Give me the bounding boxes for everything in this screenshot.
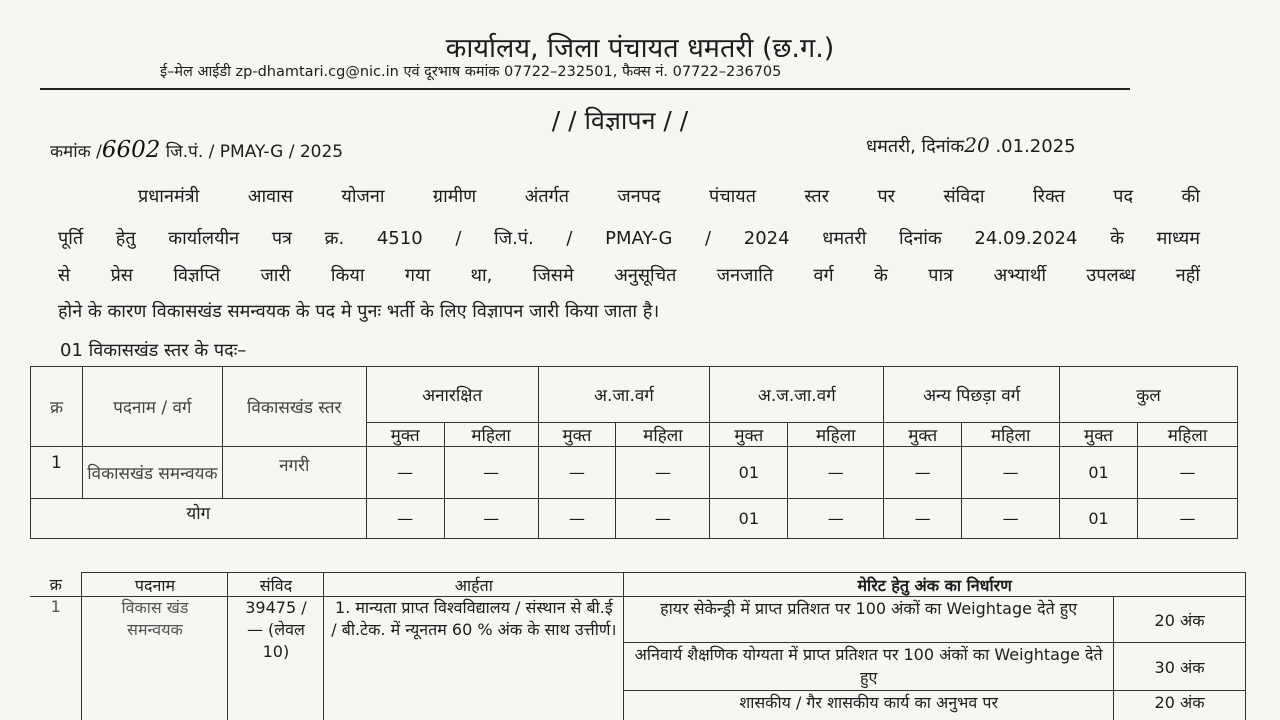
- header-divider: [40, 88, 1130, 90]
- header-level: विकासखंड स्तर: [222, 367, 366, 447]
- date-day-handwritten: 20: [964, 133, 990, 157]
- header-post: पदनाम / वर्ग: [82, 367, 222, 447]
- row-value: —: [538, 447, 616, 499]
- section-heading: 01 विकासखंड स्तर के पदः–: [60, 340, 247, 361]
- total-value: —: [1137, 499, 1237, 539]
- merit-item-score: 30 अंक: [1114, 643, 1246, 691]
- row-value: —: [616, 447, 710, 499]
- row-serial: 1: [31, 447, 83, 499]
- subheader-female: महिला: [1137, 423, 1237, 447]
- subheader-female: महिला: [444, 423, 538, 447]
- row-value: —: [1137, 447, 1237, 499]
- row-serial: 1: [30, 597, 82, 720]
- header-serial: क्र: [31, 367, 83, 447]
- total-value: —: [616, 499, 710, 539]
- header-merit: मेरिट हेतु अंक का निर्धारण: [624, 573, 1246, 597]
- row-post: विकास खंड समन्वयक: [82, 597, 228, 720]
- subheader-free: मुक्त: [538, 423, 616, 447]
- total-value: —: [538, 499, 616, 539]
- qualification-table: [30, 572, 1246, 720]
- header-qualification: आर्हता: [324, 573, 624, 597]
- merit-item-text: शासकीय / गैर शासकीय कार्य का अनुभव पर: [624, 691, 1114, 720]
- merit-item-text: हायर सेकेन्ड्री में प्राप्त प्रतिशत पर 100 अंकों का Weightage देते हुए: [624, 597, 1114, 643]
- row-value: —: [788, 447, 884, 499]
- subheader-free: मुक्त: [1060, 423, 1138, 447]
- body-line-2: पूर्ति हेतु कार्यालयीन पत्र क्र. 4510 / जि.पं. / PMAY-G / 2024 धमतरी दिनांक 24.09.2024 के माध्यम: [58, 228, 1200, 249]
- row-value: —: [444, 447, 538, 499]
- header-obc: अन्य पिछड़ा वर्ग: [884, 367, 1060, 423]
- row-pay: 39475 / — (लेवल 10): [228, 597, 324, 720]
- ref-suffix: जि.पं. / PMAY-G / 2025: [165, 142, 344, 162]
- ref-prefix: कमांक /: [50, 142, 102, 162]
- header-st: अ.ज.जा.वर्ग: [710, 367, 884, 423]
- subheader-female: महिला: [788, 423, 884, 447]
- notice-heading: / / विज्ञापन / /: [551, 106, 689, 135]
- table-row: [31, 447, 1238, 499]
- header-post: पदनाम: [82, 573, 228, 597]
- office-title: कार्यालय, जिला पंचायत धमतरी (छ.ग.): [445, 33, 835, 64]
- date-suffix: .01.2025: [989, 136, 1076, 157]
- row-post: विकासखंड समन्वयक: [82, 447, 222, 499]
- subheader-female: महिला: [962, 423, 1060, 447]
- subheader-free: मुक्त: [884, 423, 962, 447]
- merit-item-score: 20 अंक: [1114, 597, 1246, 643]
- body-line-4: होने के कारण विकासखंड समन्वयक के पद मे पुनः भर्ती के लिए विज्ञापन जारी किया जाता है।: [58, 301, 660, 322]
- subheader-free: मुक्त: [710, 423, 788, 447]
- merit-item-score: 20 अंक: [1114, 691, 1246, 720]
- header-unreserved: अनारक्षित: [366, 367, 538, 423]
- total-value: —: [884, 499, 962, 539]
- row-value: —: [366, 447, 444, 499]
- total-value: —: [962, 499, 1060, 539]
- total-value: —: [788, 499, 884, 539]
- body-line-3: से प्रेस विज्ञप्ति जारी किया गया था, जिसमे अनुसूचित जनजाति वर्ग के पात्र अभ्यार्थी उपलब्ध नहीं: [58, 265, 1200, 286]
- total-row: [31, 499, 1238, 539]
- reference-number: [50, 137, 343, 163]
- notice-date: [866, 133, 1076, 158]
- date-prefix: धमतरी, दिनांक: [866, 136, 965, 157]
- subheader-free: मुक्त: [366, 423, 444, 447]
- header-serial: क्र: [30, 573, 82, 597]
- body-line-1: प्रधानमंत्री आवास योजना ग्रामीण अंतर्गत जनपद पंचायत स्तर पर संविदा रिक्त पद की: [138, 186, 1200, 207]
- row-value: —: [884, 447, 962, 499]
- header-contract: संविद: [228, 573, 324, 597]
- total-value: —: [366, 499, 444, 539]
- row-value: 01: [1060, 447, 1138, 499]
- row-value: —: [962, 447, 1060, 499]
- subheader-female: महिला: [616, 423, 710, 447]
- total-label: योग: [31, 499, 367, 539]
- total-value: 01: [1060, 499, 1138, 539]
- merit-item-text: अनिवार्य शैक्षणिक योग्यता में प्राप्त प्रतिशत पर 100 अंकों का Weightage देते हुए: [624, 643, 1114, 691]
- vacancy-table: [30, 366, 1238, 539]
- total-value: 01: [710, 499, 788, 539]
- total-value: —: [444, 499, 538, 539]
- header-total: कुल: [1060, 367, 1238, 423]
- contact-line: ई–मेल आईडी zp-dhamtari.cg@nic.in एवं दूरभाष कमांक 07722–232501, फैक्स नं. 07722–236705: [160, 64, 782, 80]
- row-value: 01: [710, 447, 788, 499]
- ref-number-handwritten: 6602: [101, 137, 161, 163]
- row-qualification: 1. मान्यता प्राप्त विश्वविद्यालय / संस्थान से बी.ई / बी.टेक. में न्यूनतम 60 % अंक के साथ उत्तीर्ण।: [324, 597, 624, 720]
- header-sc: अ.जा.वर्ग: [538, 367, 710, 423]
- row-level: नगरी: [222, 447, 366, 499]
